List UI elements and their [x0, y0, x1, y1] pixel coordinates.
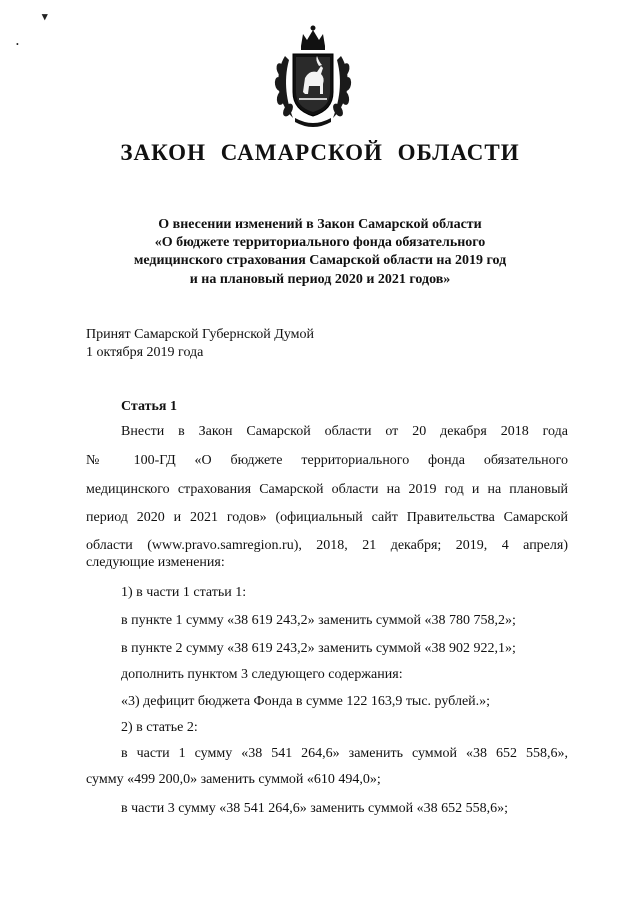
list-item: в пункте 2 сумму «38 619 243,2» заменить суммой «38 902 922,1»;	[121, 641, 516, 656]
list-item: 2) в статье 2:	[121, 720, 198, 735]
law-subtitle	[0, 216, 640, 289]
coat-of-arms-emblem	[271, 22, 355, 128]
law-title: ЗАКОН САМАРСКОЙ ОБЛАСТИ	[120, 140, 520, 165]
article-line: Внести в Закон Самарской области от 20 декабря 2018 года	[121, 424, 568, 439]
article-line: следующие изменения:	[86, 555, 225, 570]
subtitle-line: и на плановый период 2020 и 2021 годов»	[189, 271, 451, 287]
adoption-body: Принят Самарской Губернской Думой	[86, 327, 315, 342]
subtitle-line: медицинского страхования Самарской области на 2019 год	[133, 253, 507, 269]
list-item: в части 3 сумму «38 541 264,6» заменить суммой «38 652 558,6»;	[121, 801, 509, 816]
article-line: период 2020 и 2021 годов» (официальный сайт Правительства Самарской	[86, 510, 568, 525]
article-line: области (www.pravo.samregion.ru), 2018, 21 декабря; 2019, 4 апреля)	[86, 538, 568, 553]
adoption-info	[86, 326, 314, 362]
list-item: «3) дефицит бюджета Фонда в сумме 122 163,9 тыс. рублей.»;	[121, 694, 491, 709]
list-item: в части 1 сумму «38 541 264,6» заменить суммой «38 652 558,6»,	[121, 746, 568, 761]
list-item: в пункте 1 сумму «38 619 243,2» заменить суммой «38 780 758,2»;	[121, 613, 516, 628]
list-item: 1) в части 1 статьи 1:	[121, 585, 247, 600]
scan-artifact-dot: •	[16, 40, 19, 49]
subtitle-line: О внесении изменений в Закон Самарской области	[158, 217, 482, 232]
list-item: сумму «499 200,0» заменить суммой «610 494,0»;	[86, 772, 381, 787]
list-item: дополнить пунктом 3 следующего содержания:	[121, 667, 403, 682]
article-line: № 100-ГД «О бюджете территориального фонда обязательного	[86, 453, 568, 468]
article-heading: Статья 1	[121, 399, 177, 414]
scan-artifact-mark: ▾	[42, 11, 48, 23]
article-line: медицинского страхования Самарской области на 2019 год и на плановый	[86, 482, 568, 497]
adoption-date: 1 октября 2019 года	[86, 345, 204, 360]
subtitle-line: «О бюджете территориального фонда обязательного	[154, 235, 486, 251]
